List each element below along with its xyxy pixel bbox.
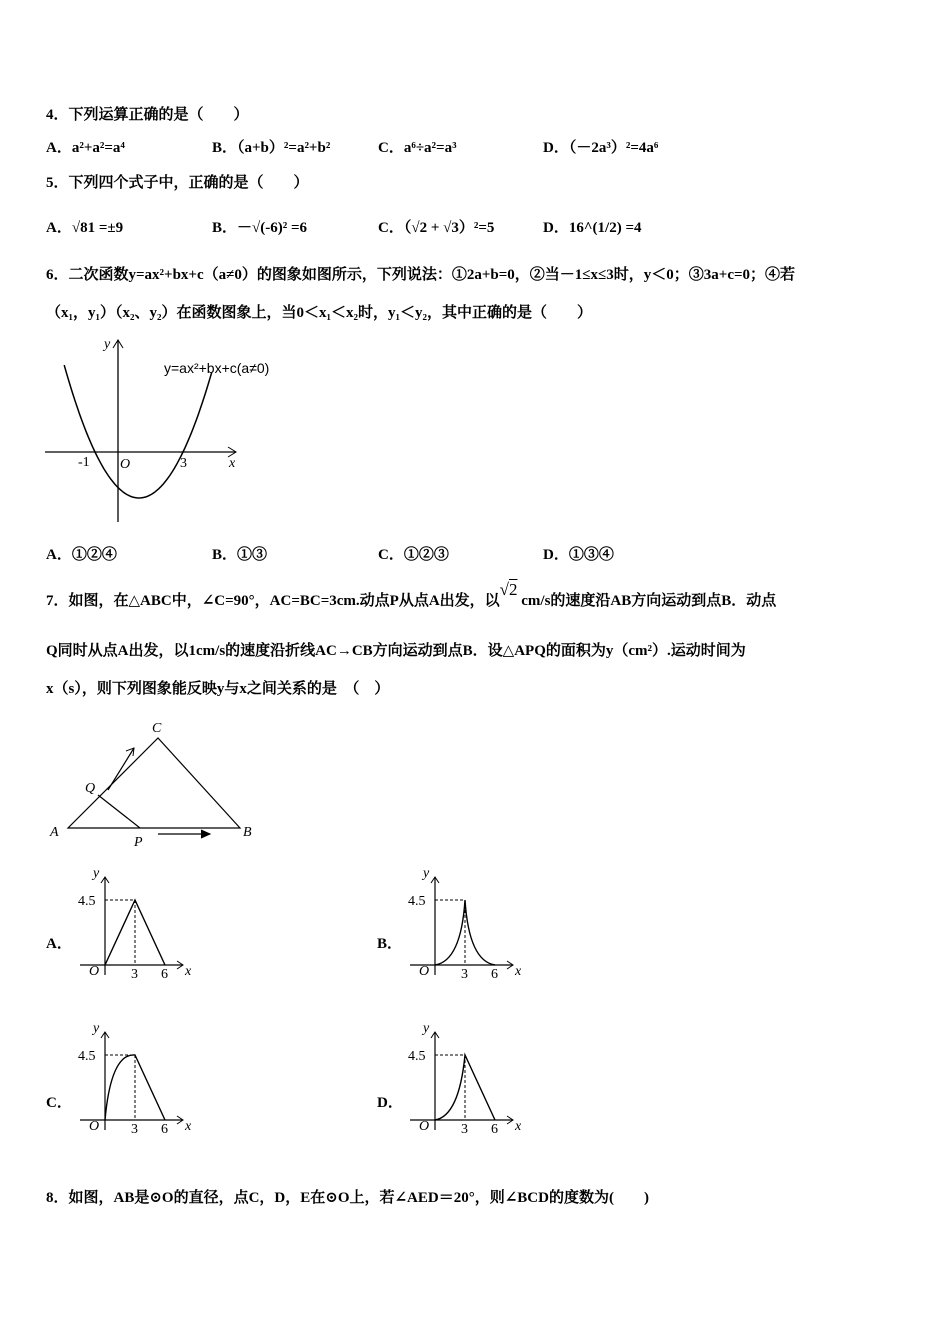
tick-3-label: 3 [461,1122,468,1137]
q7-option-c-label: C． [46,1095,72,1111]
y-label: y [104,337,111,352]
origin-label: O [419,1119,430,1134]
y-label: y [423,1021,430,1036]
q7-line1-start: 7．如图，在△ABC中，∠C=90°，AC=BC=3cm.动点P从点A出发，以 [46,593,500,609]
q7-line2: Q同时从点A出发，以1cm/s的速度沿折线AC→CB方向运动到点B．设△APQ的面积为y（cm²）.运动时间为 [46,643,746,659]
q6-line1: 6．二次函数y=ax²+bx+c（a≠0）的图象如图所示，下列说法：①2a+b=0，②当－1≤x≤3时，y＜0；③3a+c=0；④若 [46,267,796,283]
q5-stem: 5．下列四个式子中，正确的是（ ） [46,175,309,191]
ymax-label: 4.5 [408,1049,426,1064]
q7-option-d-label: D． [377,1095,403,1111]
q6-line2: （x₁，y₁）（x₂、y₂）在函数图象上，当0＜x₁＜x₂时，y₁＜y₂，其中正确的是（ ） [46,305,592,321]
y-label: y [423,866,430,881]
right-root-label: 3 [180,456,187,471]
tick-3-label: 3 [131,1122,138,1137]
origin-label: O [120,457,131,472]
origin-label: O [419,964,430,979]
q7-line1-end: cm/s的速度沿AB方向运动到点B．动点 [521,593,777,609]
x-label: x [185,1119,192,1134]
q7-option-a-label: A． [46,936,72,952]
x-label: x [515,964,522,979]
q4-option-a: A．a²+a²=a⁴ [46,140,125,156]
q7-line3: x（s），则下列图象能反映y与x之间关系的是 （ ） [46,681,390,697]
equation-label: y=ax²+bx+c(a≠0) [164,360,270,376]
tick-6-label: 6 [161,967,168,982]
q4-option-c: C．a⁶÷a²=a³ [378,140,457,156]
origin-label: O [89,1119,100,1134]
tick-3-label: 3 [131,967,138,982]
point-a: A [50,825,59,840]
q8-stem: 8．如图，AB是⊙O的直径，点C，D，E在⊙O上，若∠AED＝20°，则∠BCD的度数为( ) [46,1190,649,1206]
x-label: x [185,964,192,979]
origin-label: O [89,964,100,979]
point-b: B [243,825,252,840]
point-q: Q [85,781,96,796]
tick-3-label: 3 [461,967,468,982]
q6-option-d: D．①③④ [543,547,614,563]
ymax-label: 4.5 [408,894,426,909]
tick-6-label: 6 [491,1122,498,1137]
q5-option-b: B．－√(-6)² =6 [212,220,308,236]
y-label: y [93,1021,100,1036]
q5-option-a: A．√81 =±9 [46,220,124,236]
tick-6-label: 6 [161,1122,168,1137]
q7-line1: 7．如图，在△ABC中，∠C=90°，AC=BC=3cm.动点P从点A出发，以√2 cm/s的速度沿AB方向运动到点B．动点 [46,580,777,609]
left-root-label: -1 [78,455,90,470]
x-label: x [515,1119,522,1134]
q4-option-d: D．（－2a³）²=4a⁶ [543,140,659,156]
q6-option-b: B．①③ [212,547,268,563]
q4-stem: 4．下列运算正确的是（ ） [46,107,249,123]
q5-option-d: D．16^(1/2) =4 [543,220,642,236]
q6-option-c: C．①②③ [378,547,449,563]
q5-option-c: C．（√2 + √3）²=5 [378,220,495,236]
ymax-label: 4.5 [78,1049,96,1064]
q7-option-b-label: B． [377,936,403,952]
ymax-label: 4.5 [78,894,96,909]
x-label: x [229,456,236,471]
y-label: y [93,866,100,881]
point-c: C [152,721,162,736]
q4-option-b: B．（a+b）²=a²+b² [212,140,331,156]
q6-option-a: A．①②④ [46,547,117,563]
sqrt-value: 2 [509,580,518,599]
point-p: P [134,835,143,850]
tick-6-label: 6 [491,967,498,982]
